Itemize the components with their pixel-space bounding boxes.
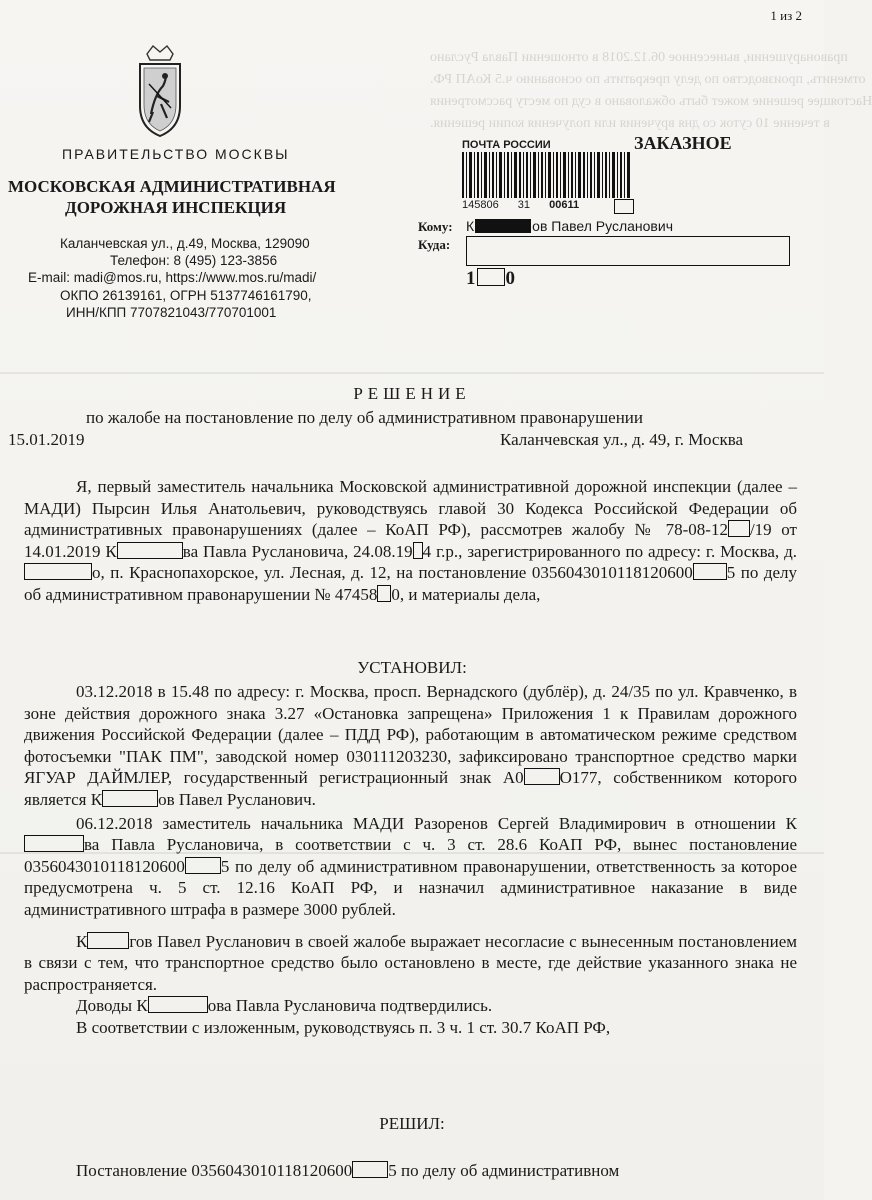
redaction-box — [614, 199, 634, 214]
text-segment: гов Павел Русланович в своей жалобе выражает несогласие с вынесенным постановлением в связи с тем, что транспортное средство было остановлено в месте, где действие указанного знака не распространяется. — [24, 931, 797, 994]
recipient-name-start: К — [466, 218, 475, 234]
text-segment: 03.12.2018 в 15.48 по адресу: г. Москва, просп. Вернадского (дублёр), д. 24/35 по ул. Кравченко, в зоне действия дорожного знака 3.27 «Остановка запрещена» Приложения 1 к Правилам дорожного движения Российской Федерации (далее – ПДД РФ), работающим в автоматическом режиме средством фотосъемки "ПАК ПМ", заводской номер 030111203230, зафиксировано транспортное средство марки ЯГУАР ДАЙМЛЕР, государственный регистрационный знак А0 — [24, 682, 797, 788]
paragraph-3 — [24, 931, 797, 996]
text-segment: Постановление 0356043010118120600 — [76, 1161, 353, 1180]
barcode-icon — [462, 152, 632, 198]
decided-heading: РЕШИЛ: — [379, 1114, 445, 1133]
organization-name-line1: МОСКОВСКАЯ АДМИНИСТРАТИВНАЯ — [8, 177, 336, 196]
text-segment: 5 по делу об административном правонарушении № 47458 — [24, 563, 797, 604]
redaction-box — [728, 520, 750, 537]
text-segment: К — [76, 931, 88, 951]
text-segment: о, п. Краснопахорское, ул. Лесная, д. 12, на постановление 0356043010118120600 — [92, 563, 693, 583]
redaction-box — [477, 268, 505, 286]
fold-line — [0, 372, 824, 374]
redaction-box — [148, 996, 208, 1013]
text-segment: 0, и материалы дела, — [391, 584, 541, 604]
org-okpo: ОКПО 26139161, ОГРН 5137746161790, — [60, 288, 312, 303]
redaction-box — [117, 542, 183, 559]
document-date: 15.01.2019 — [8, 430, 85, 449]
bleed-through: в течение 10 суток со дня вручения или получения копии решения. — [430, 116, 830, 131]
recipient-name-end: ов Павел Русланович — [532, 218, 673, 234]
mail-service-label: ПОЧТА РОССИИ — [462, 139, 551, 151]
text-segment: ва Павла Руслановича, 24.08.19 — [182, 541, 413, 561]
text-segment: Доводы К — [76, 996, 148, 1016]
text-segment: 5 по делу об административном правонарушении, ответственность за которое предусмотрена ч. 5 ст. 12.16 КоАП РФ, и назначил административное наказание в виде административного штрафа в размере 3000 рублей. — [24, 856, 797, 919]
text-segment: ова Павла Руслановича подтвердились. — [207, 996, 493, 1016]
established-heading: УСТАНОВИЛ: — [357, 658, 467, 677]
barcode-numbers — [462, 199, 579, 211]
paragraph-1 — [24, 681, 797, 811]
text-segment: 5 по делу об административном — [388, 1161, 620, 1180]
paragraph-4 — [24, 995, 797, 1017]
text-segment: ов Павел Русланович. — [158, 789, 316, 809]
mail-type-label: ЗАКАЗНОЕ — [634, 133, 732, 153]
org-inn: ИНН/КПП 7707821043/770701001 — [66, 305, 277, 320]
bleed-through: Настоящее решение может быть обжаловано в суд по месту рассмотрения — [430, 94, 872, 109]
redaction-box — [352, 1161, 388, 1178]
intro-paragraph — [24, 476, 797, 606]
address-label: Куда: — [418, 237, 451, 252]
government-name: ПРАВИТЕЛЬСТВО МОСКВЫ — [62, 146, 290, 162]
document-title: РЕШЕНИЕ — [353, 384, 471, 403]
org-email: E-mail: madi@mos.ru, https://www.mos.ru/madi/ — [28, 270, 317, 285]
barcode-num-3: 00611 — [549, 199, 580, 211]
recipient-name — [466, 218, 673, 234]
text-segment: О177, собственником которого является К — [24, 768, 797, 809]
org-phone: Телефон: 8 (495) 123-3856 — [110, 253, 278, 268]
redaction-box — [185, 857, 221, 874]
redaction-box — [466, 236, 790, 266]
recipient-label: Кому: — [418, 219, 453, 234]
document-place: Каланчевская ул., д. 49, г. Москва — [500, 430, 744, 449]
document-subtitle: по жалобе на постановление по делу об административном правонарушении — [86, 408, 643, 427]
paragraph-2 — [24, 813, 797, 921]
redaction-box — [102, 790, 158, 807]
bleed-through: отменить, производство по делу прекратить по основанию ч.5 КоАП РФ. — [430, 72, 866, 87]
redaction-box — [24, 835, 84, 852]
barcode-num-2: 31 — [517, 199, 531, 211]
text-segment: Я, первый заместитель начальника Московской административной дорожной инспекции (далее – МАДИ) Пырсин Илья Анатольевич, руководствуясь главой 30 Кодекса Российской Федерации об административных правонарушениях (далее – КоАП РФ), рассмотрев жалобу № 78-08-12 — [24, 477, 797, 540]
page-number: 1 из 2 — [770, 8, 802, 23]
bleed-through: правонарушении, вынесенное 06.12.2018 в отношении Павла Руслано — [430, 50, 848, 65]
text-segment: 4 г.р., зарегистрированного по адресу: г. Москва, д. — [422, 541, 797, 561]
redaction-fill — [475, 219, 531, 233]
moscow-coat-of-arms-icon — [135, 44, 185, 138]
postal-index — [466, 268, 515, 290]
barcode-num-1: 145806 — [462, 199, 499, 211]
redaction-box — [87, 932, 129, 949]
text-segment: 06.12.2018 заместитель начальника МАДИ Разоренов Сергей Владимирович в отношении К — [76, 813, 797, 833]
redaction-box — [693, 563, 727, 580]
paragraph-5: В соответствии с изложенным, руководствуясь п. 3 ч. 1 ст. 30.7 КоАП РФ, — [76, 1017, 611, 1037]
redaction-box — [377, 585, 391, 602]
text-segment: ва Павла Руслановича, в соответствии с ч. 3 ст. 28.6 КоАП РФ, вынес постановление 0356043010118120600 — [24, 835, 797, 876]
organization-name-line2: ДОРОЖНАЯ ИНСПЕКЦИЯ — [65, 198, 287, 217]
findings-paragraphs — [24, 681, 797, 1039]
redaction-box — [24, 563, 92, 580]
text-segment: /19 от 14.01.2019 К — [24, 520, 797, 561]
org-address: Каланчевская ул., д.49, Москва, 129090 — [60, 236, 310, 251]
redaction-box — [413, 542, 423, 559]
redaction-box — [524, 768, 560, 785]
postal-index-end: 0 — [505, 268, 515, 289]
postal-index-start: 1 — [466, 268, 476, 289]
final-paragraph — [24, 1160, 797, 1182]
